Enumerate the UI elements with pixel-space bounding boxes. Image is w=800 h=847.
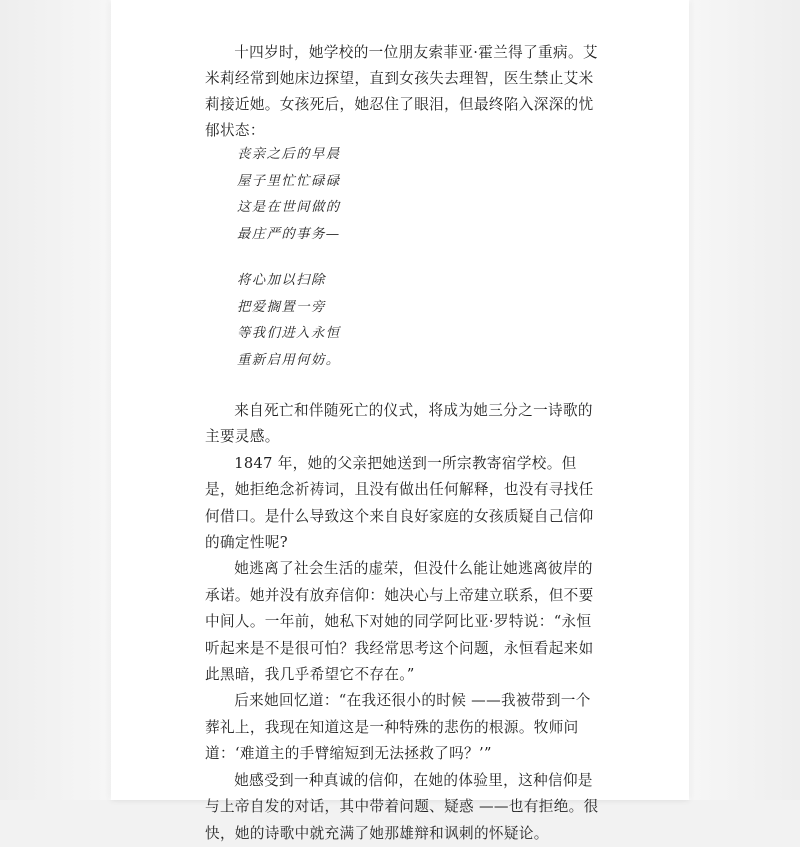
paragraph: 她逃离了社会生活的虚荣，但没什么能让她逃离彼岸的承诺。她并没有放弃信仰：她决心与上帝建立联系，但不要中间人。一年前，她私下对她的同学阿比亚·罗特说：“永恒听起来是不是很可怕？我经常思考这个问题，永恒看起来如此黑暗，我几乎希望它不存在。” xyxy=(205,560,594,684)
paragraph: 来自死亡和伴随死亡的仪式，将成为她三分之一诗歌的主要灵感。 xyxy=(205,402,593,446)
body-text-block xyxy=(205,398,605,847)
paragraph: 1847 年，她的父亲把她送到一所宗教寄宿学校。但是，她拒绝念祈祷词，且没有做出任何解释，也没有寻找任何借口。是什么导致这个来自良好家庭的女孩质疑自己信仰的确定性呢? xyxy=(205,454,594,552)
paragraph: 后来她回忆道：“在我还很小的时候 ——我被带到一个葬礼上，我现在知道这是一种特殊的悲伤的根源。牧师问道：‘难道主的手臂缩短到无法拯救了吗？’” xyxy=(205,692,591,763)
poem-line: 等我们进入永恒 xyxy=(237,326,341,341)
poem-line: 将心加以扫除 xyxy=(237,273,326,288)
poem-line: 把爱搁置一旁 xyxy=(237,299,326,315)
paragraph: 她感受到一种真诚的信仰，在她的体验里，这种信仰是与上帝自发的对话，其中带着问题、疑惑 ——也有拒绝。很快，她的诗歌中就充满了她那雄辩和讽刺的怀疑论。 xyxy=(205,771,599,842)
poem-line: 这是在世间做的 xyxy=(237,200,341,215)
poem-line: 最庄严的事务— xyxy=(237,226,341,242)
poem-stanza-2 xyxy=(237,268,341,374)
intro-text-block xyxy=(205,40,605,144)
poem-line: 丧亲之后的早晨 xyxy=(237,147,341,162)
paragraph-intro: 十四岁时，她学校的一位朋友索菲亚·霍兰得了重病。艾米莉经常到她床边探望，直到女孩失去理智，医生禁止艾米莉接近她。女孩死后，她忍住了眼泪，但最终陷入深深的忧郁状态： xyxy=(205,44,598,139)
poem-line: 屋子里忙忙碌碌 xyxy=(237,173,341,189)
poem-line: 重新启用何妨。 xyxy=(237,352,341,368)
book-page xyxy=(111,0,689,842)
poem-stanza-1 xyxy=(237,142,341,248)
